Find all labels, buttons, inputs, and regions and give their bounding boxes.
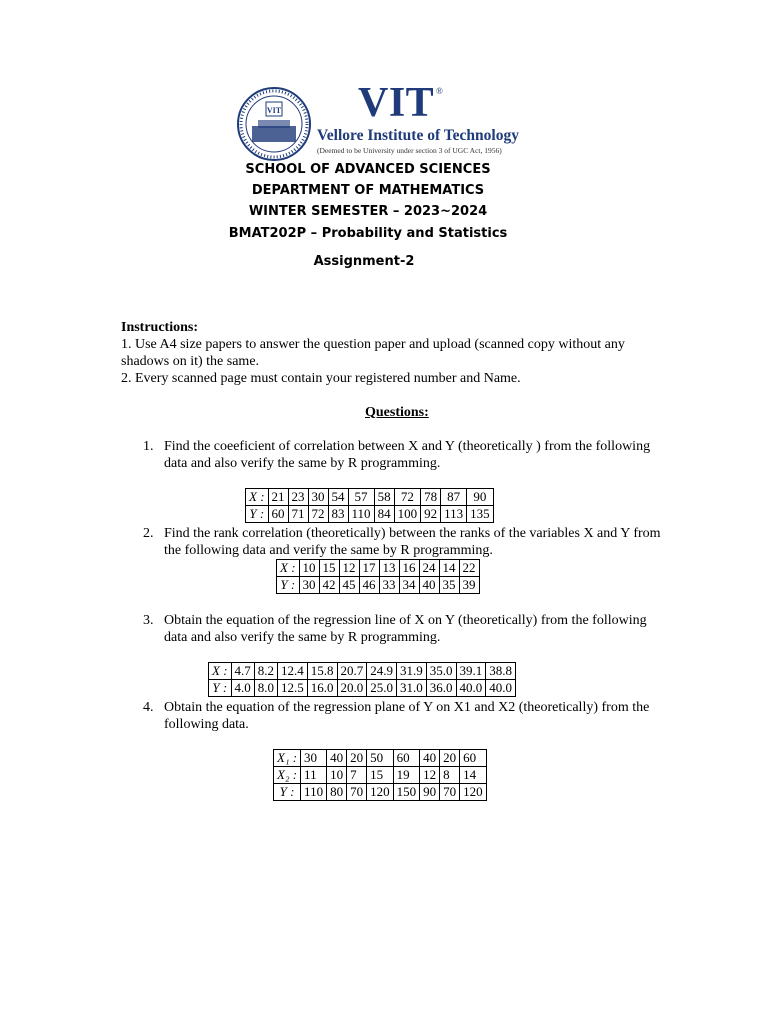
institute-name: Vellore Institute of Technology — [317, 127, 519, 144]
table-cell: 15 — [319, 560, 339, 577]
table-cell: 135 — [467, 506, 494, 523]
table-cell: 22 — [459, 560, 479, 577]
table-cell: 20 — [347, 750, 367, 767]
table-cell: 72 — [394, 489, 421, 506]
table-cell: 31.0 — [397, 680, 427, 697]
instruction-line-1: 1. Use A4 size papers to answer the question paper and upload (scanned copy without any — [121, 337, 625, 352]
table-cell: 20 — [440, 750, 460, 767]
question-text-line: Obtain the equation of the regression line of X on Y (theoretically) from the following — [164, 613, 647, 628]
table-cell: 25.0 — [367, 680, 397, 697]
table-cell: 10 — [327, 767, 347, 784]
table-cell: 60 — [268, 506, 288, 523]
instructions-title: Instructions: — [121, 320, 199, 335]
table-cell: 8.2 — [254, 663, 277, 680]
table-cell: 40 — [419, 577, 439, 594]
table-cell: 33 — [379, 577, 399, 594]
table-cell: 31.9 — [397, 663, 427, 680]
data-table-q2 — [276, 559, 480, 594]
university-seal-logo — [236, 86, 312, 162]
instruction-line-3: 2. Every scanned page must contain your registered number and Name. — [121, 371, 521, 386]
school-heading: SCHOOL OF ADVANCED SCIENCES — [245, 162, 491, 177]
registered-mark: ® — [436, 86, 443, 96]
row-label: X : — [246, 489, 269, 506]
question-text-line: Find the coeeficient of correlation between X and Y (theoretically ) from the following — [164, 439, 651, 454]
table-row — [274, 767, 487, 784]
row-label: Y : — [246, 506, 269, 523]
department-heading: DEPARTMENT OF MATHEMATICS — [251, 183, 485, 198]
table-cell: 4.0 — [231, 680, 254, 697]
table-cell: 113 — [441, 506, 467, 523]
data-table-q3 — [208, 662, 516, 697]
question-text-line: the following data and verify the same by R programming. — [164, 543, 493, 558]
table-cell: 92 — [421, 506, 441, 523]
question-text-line: data and also verify the same by R programming. — [164, 630, 441, 645]
question-text-line: following data. — [164, 717, 249, 732]
table-cell: 12 — [339, 560, 359, 577]
table-cell: 45 — [339, 577, 359, 594]
table-cell: 7 — [347, 767, 367, 784]
row-label: X₁ : — [274, 750, 301, 767]
table-row — [277, 577, 480, 594]
row-label: Y : — [274, 784, 301, 801]
semester-heading: WINTER SEMESTER – 2023~2024 — [248, 204, 488, 219]
question-number: 1. — [143, 439, 154, 454]
table-cell: 11 — [301, 767, 327, 784]
table-cell: 90 — [467, 489, 494, 506]
table-cell: 20.0 — [337, 680, 367, 697]
table-cell: 15 — [367, 767, 394, 784]
row-label: X₂ : — [274, 767, 301, 784]
table-cell: 40 — [327, 750, 347, 767]
deemed-note: (Deemed to be University under section 3 of UGC Act, 1956) — [317, 146, 502, 155]
table-cell: 120 — [367, 784, 394, 801]
table-cell: 8.0 — [254, 680, 277, 697]
table-cell: 50 — [367, 750, 394, 767]
question-number: 2. — [143, 526, 154, 541]
table-cell: 40.0 — [456, 680, 486, 697]
table-cell: 57 — [348, 489, 374, 506]
table-cell: 78 — [421, 489, 441, 506]
table-cell: 12.5 — [278, 680, 308, 697]
table-cell: 17 — [359, 560, 379, 577]
table-cell: 20.7 — [337, 663, 367, 680]
table-row — [246, 506, 494, 523]
table-cell: 60 — [460, 750, 487, 767]
row-label: X : — [209, 663, 232, 680]
table-row — [274, 784, 487, 801]
table-cell: 40.0 — [486, 680, 516, 697]
table-cell: 39 — [459, 577, 479, 594]
table-cell: 16 — [399, 560, 419, 577]
table-cell: 15.8 — [307, 663, 337, 680]
table-cell: 38.8 — [486, 663, 516, 680]
table-cell: 110 — [301, 784, 327, 801]
table-cell: 39.1 — [456, 663, 486, 680]
brand-wordmark: VIT — [358, 80, 435, 126]
table-cell: 70 — [440, 784, 460, 801]
table-cell: 54 — [328, 489, 348, 506]
table-cell: 150 — [393, 784, 420, 801]
table-row — [246, 489, 494, 506]
question-text-line: Find the rank correlation (theoretically) between the ranks of the variables X and Y from — [164, 526, 661, 541]
question-text-line: data and also verify the same by R programming. — [164, 456, 441, 471]
table-row — [209, 663, 516, 680]
table-cell: 23 — [288, 489, 308, 506]
table-cell: 34 — [399, 577, 419, 594]
svg-text:VIT: VIT — [266, 106, 282, 115]
table-cell: 13 — [379, 560, 399, 577]
table-cell: 87 — [441, 489, 467, 506]
table-cell: 71 — [288, 506, 308, 523]
questions-title: Questions: — [365, 405, 429, 420]
table-row — [277, 560, 480, 577]
table-cell: 58 — [374, 489, 394, 506]
table-cell: 24 — [419, 560, 439, 577]
data-table-q4 — [273, 749, 487, 801]
table-cell: 4.7 — [231, 663, 254, 680]
table-cell: 21 — [268, 489, 288, 506]
table-cell: 72 — [308, 506, 328, 523]
assignment-heading: Assignment-2 — [313, 254, 415, 269]
table-cell: 12.4 — [278, 663, 308, 680]
table-cell: 83 — [328, 506, 348, 523]
table-cell: 24.9 — [367, 663, 397, 680]
table-cell: 12 — [420, 767, 440, 784]
row-label: Y : — [277, 577, 300, 594]
question-number: 4. — [143, 700, 154, 715]
table-cell: 10 — [299, 560, 319, 577]
table-cell: 30 — [308, 489, 328, 506]
question-text-line: Obtain the equation of the regression plane of Y on X1 and X2 (theoretically) from the — [164, 700, 650, 715]
course-heading: BMAT202P – Probability and Statistics — [228, 226, 508, 241]
table-cell: 19 — [393, 767, 420, 784]
row-label: X : — [277, 560, 300, 577]
table-cell: 70 — [347, 784, 367, 801]
table-cell: 46 — [359, 577, 379, 594]
table-cell: 60 — [393, 750, 420, 767]
table-cell: 84 — [374, 506, 394, 523]
table-cell: 42 — [319, 577, 339, 594]
table-cell: 35 — [439, 577, 459, 594]
table-cell: 35.0 — [426, 663, 456, 680]
table-cell: 80 — [327, 784, 347, 801]
row-label: Y : — [209, 680, 232, 697]
table-cell: 36.0 — [426, 680, 456, 697]
question-number: 3. — [143, 613, 154, 628]
table-cell: 120 — [460, 784, 487, 801]
table-cell: 90 — [420, 784, 440, 801]
table-cell: 110 — [348, 506, 374, 523]
table-cell: 40 — [420, 750, 440, 767]
table-row — [274, 750, 487, 767]
instruction-line-2: shadows on it) the same. — [121, 354, 260, 369]
table-cell: 14 — [439, 560, 459, 577]
table-cell: 30 — [299, 577, 319, 594]
table-cell: 16.0 — [307, 680, 337, 697]
table-cell: 8 — [440, 767, 460, 784]
table-cell: 14 — [460, 767, 487, 784]
data-table-q1 — [245, 488, 494, 523]
table-cell: 100 — [394, 506, 421, 523]
table-row — [209, 680, 516, 697]
table-cell: 30 — [301, 750, 327, 767]
